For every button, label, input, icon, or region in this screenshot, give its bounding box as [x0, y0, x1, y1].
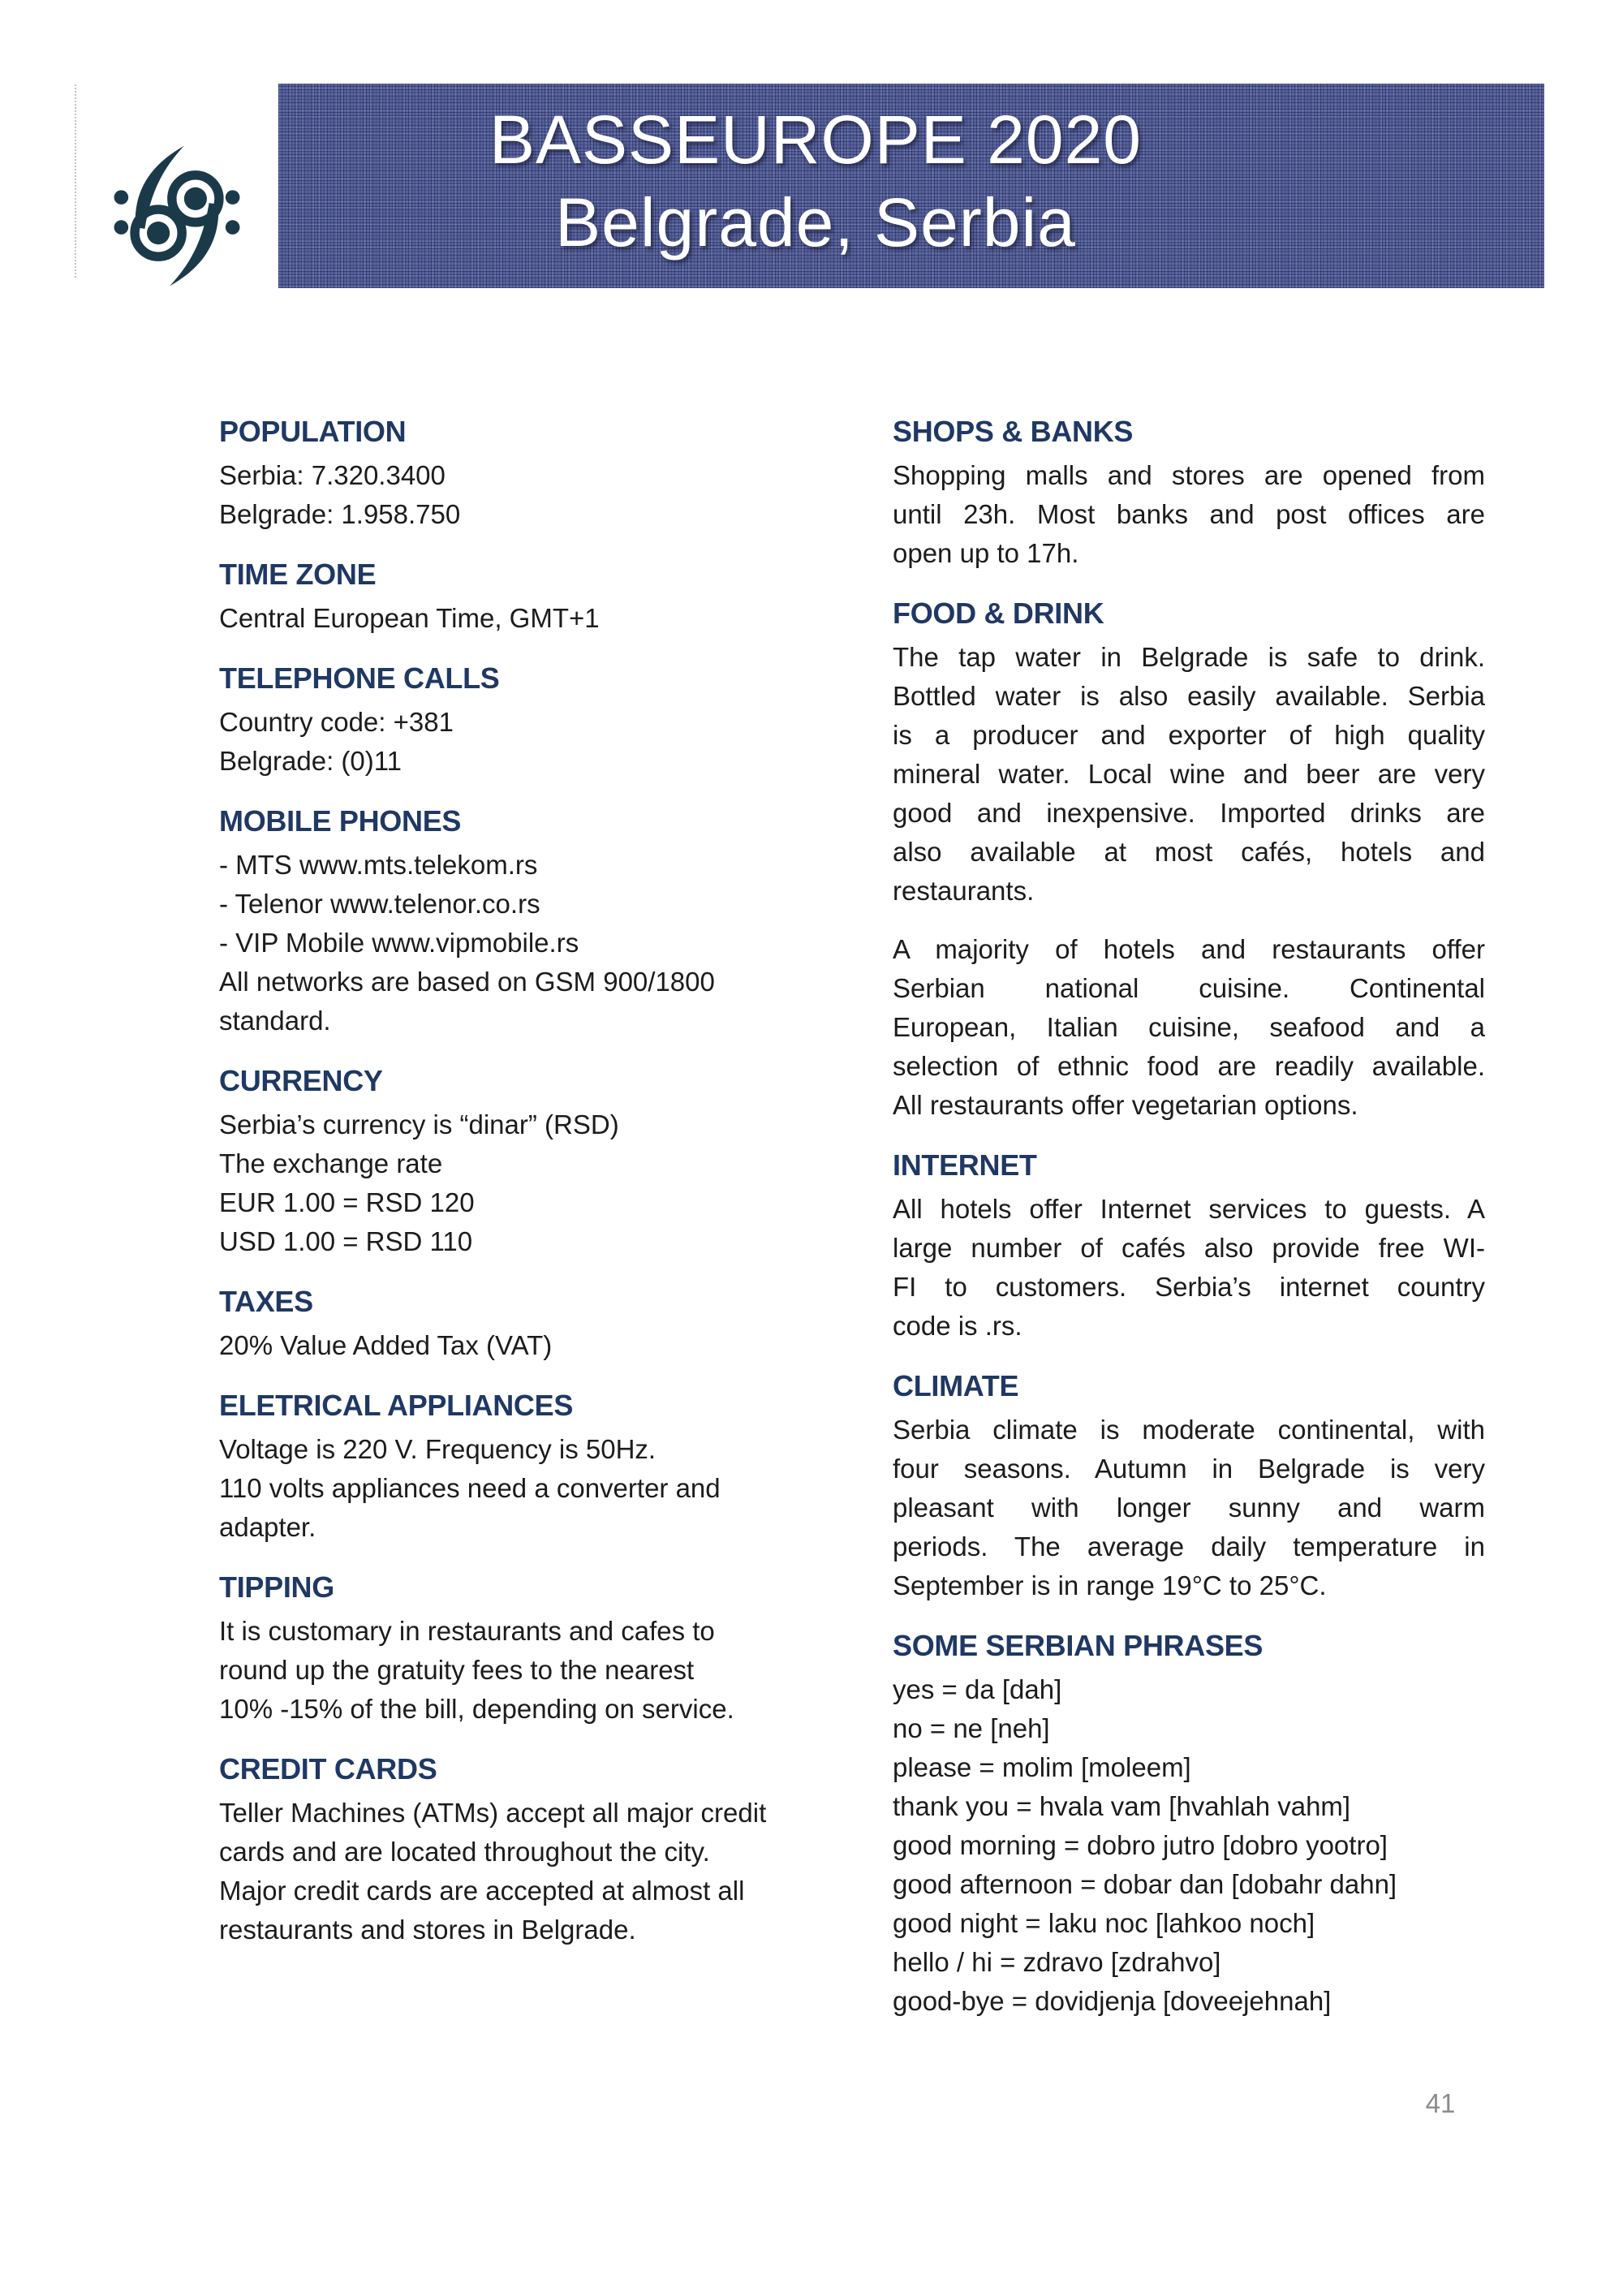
section-heading: CLIMATE	[893, 1369, 1019, 1402]
text-line: Central European Time, GMT+1	[219, 603, 600, 633]
section-heading: ELETRICAL APPLIANCES	[219, 1389, 574, 1422]
text-line: Bottled water is also easily available. Serbia	[893, 681, 1485, 711]
text-line: please = molim [moleem]	[893, 1752, 1191, 1782]
section-heading: TIPPING	[219, 1570, 334, 1604]
paragraph	[219, 1430, 844, 1547]
page-title: BASSEUROPE 2020	[489, 101, 1143, 178]
paragraph	[893, 1670, 1485, 2021]
section-some-serbian-phrases	[893, 1626, 1485, 2021]
left-column	[219, 412, 844, 1971]
text-line: Shopping malls and stores are opened from	[893, 460, 1485, 490]
section-currency	[219, 1062, 844, 1261]
text-line: Serbia: 7.320.3400	[219, 460, 446, 490]
text-line: code is .rs.	[893, 1311, 1022, 1341]
section-eletrical-appliances	[219, 1386, 844, 1547]
paragraph	[219, 1794, 844, 1949]
text-line: 20% Value Added Tax (VAT)	[219, 1330, 553, 1360]
text-line: hello / hi = zdravo [zdrahvo]	[893, 1947, 1221, 1977]
text-line: is a producer and exporter of high quality	[893, 720, 1485, 750]
text-line: good and inexpensive. Imported drinks are	[893, 798, 1485, 828]
section-credit-cards	[219, 1750, 844, 1949]
text-line: - MTS www.mts.telekom.rs	[219, 850, 538, 880]
text-line: A majority of hotels and restaurants offer	[893, 934, 1485, 964]
header-banner	[278, 84, 1544, 288]
text-line: Teller Machines (ATMs) accept all major credit	[219, 1798, 767, 1828]
section-food-drink	[893, 594, 1485, 1125]
section-heading: CURRENCY	[219, 1064, 383, 1097]
text-line: FI to customers. Serbia’s internet country	[893, 1272, 1485, 1302]
section-heading: INTERNET	[893, 1148, 1037, 1182]
text-line: - VIP Mobile www.vipmobile.rs	[219, 928, 579, 958]
text-line: All networks are based on GSM 900/1800	[219, 967, 715, 997]
section-taxes	[219, 1282, 844, 1365]
text-line: European, Italian cuisine, seafood and a	[893, 1012, 1485, 1042]
section-heading: MOBILE PHONES	[219, 804, 462, 838]
section-heading: TIME ZONE	[219, 558, 377, 591]
text-line: thank you = hvala vam [hvahlah vahm]	[893, 1791, 1351, 1821]
section-heading: SOME SERBIAN PHRASES	[893, 1629, 1264, 1662]
paragraph	[893, 456, 1485, 573]
text-line: EUR 1.00 = RSD 120	[219, 1187, 475, 1217]
section-internet	[893, 1146, 1485, 1346]
text-line: Country code: +381	[219, 707, 454, 737]
section-heading: TAXES	[219, 1285, 313, 1318]
right-column	[893, 412, 1485, 2042]
text-line: Belgrade: (0)11	[219, 746, 403, 776]
text-line: open up to 17h.	[893, 538, 1079, 568]
section-time-zone	[219, 555, 844, 638]
section-heading: SHOPS & BANKS	[893, 415, 1134, 448]
text-line: yes = da [dah]	[893, 1674, 1062, 1704]
text-line: Belgrade: 1.958.750	[219, 499, 461, 529]
paragraph	[893, 1190, 1485, 1346]
text-line: pleasant with longer sunny and warm	[893, 1493, 1485, 1523]
text-line: USD 1.00 = RSD 110	[219, 1226, 473, 1256]
text-line: 110 volts appliances need a converter and	[219, 1473, 721, 1503]
text-line: The exchange rate	[219, 1148, 443, 1178]
text-line: Serbia climate is moderate continental, with	[893, 1415, 1485, 1445]
section-heading: CREDIT CARDS	[219, 1752, 437, 1786]
section-climate	[893, 1367, 1485, 1605]
section-mobile-phones	[219, 802, 844, 1040]
section-tipping	[219, 1568, 844, 1729]
text-line: Serbia’s currency is “dinar” (RSD)	[219, 1109, 619, 1139]
section-population	[219, 412, 844, 534]
text-line: selection of ethnic food are readily available.	[893, 1051, 1485, 1081]
mirrored-bass-clef-icon	[105, 114, 248, 318]
paragraph	[219, 456, 844, 534]
text-line: September is in range 19°C to 25°C.	[893, 1570, 1327, 1600]
paragraph	[219, 1326, 844, 1365]
text-line: periods. The average daily temperature in	[893, 1531, 1485, 1562]
text-line: large number of cafés also provide free WI-	[893, 1233, 1485, 1263]
text-line: mineral water. Local wine and beer are very	[893, 759, 1485, 789]
basseurope-logo	[105, 114, 248, 318]
text-line: round up the gratuity fees to the nearest	[219, 1655, 695, 1685]
text-line: until 23h. Most banks and post offices are	[893, 499, 1485, 529]
paragraph	[219, 846, 844, 1040]
text-line: good afternoon = dobar dan [dobahr dahn]	[893, 1869, 1397, 1899]
page-number: 41	[1425, 2088, 1456, 2118]
text-line: good morning = dobro jutro [dobro yootro]	[893, 1830, 1388, 1860]
paragraph	[893, 1411, 1485, 1605]
page-subtitle: Belgrade, Serbia	[555, 184, 1076, 261]
section-heading: FOOD & DRINK	[893, 597, 1104, 630]
text-line: adapter.	[219, 1512, 316, 1542]
text-line: also available at most cafés, hotels and	[893, 837, 1485, 867]
paragraph	[219, 703, 844, 781]
text-line: cards and are located throughout the city.	[219, 1837, 710, 1867]
section-heading: TELEPHONE CALLS	[219, 661, 500, 695]
text-line: - Telenor www.telenor.co.rs	[219, 889, 540, 919]
section-heading: POPULATION	[219, 415, 407, 448]
text-line: good-bye = dovidjenja [doveejehnah]	[893, 1986, 1332, 2016]
text-line: restaurants.	[893, 876, 1035, 906]
paragraph	[893, 930, 1485, 1125]
text-line: Voltage is 220 V. Frequency is 50Hz.	[219, 1434, 657, 1464]
text-line: All restaurants offer vegetarian options.	[893, 1090, 1358, 1120]
text-line: good night = laku noc [lahkoo noch]	[893, 1908, 1315, 1938]
text-line: Major credit cards are accepted at almost all	[219, 1876, 745, 1906]
text-line: All hotels offer Internet services to guests. A	[893, 1194, 1485, 1224]
text-line: It is customary in restaurants and cafes to	[219, 1616, 715, 1646]
paragraph	[893, 638, 1485, 911]
section-telephone-calls	[219, 659, 844, 781]
text-line: Serbian national cuisine. Continental	[893, 973, 1485, 1003]
paragraph	[219, 1612, 844, 1729]
text-line: four seasons. Autumn in Belgrade is very	[893, 1454, 1485, 1484]
text-line: no = ne [neh]	[893, 1713, 1050, 1743]
text-line: restaurants and stores in Belgrade.	[219, 1915, 636, 1945]
text-line: The tap water in Belgrade is safe to drink.	[893, 642, 1485, 672]
paragraph	[219, 599, 844, 638]
left-margin-rule	[75, 84, 76, 278]
text-line: 10% -15% of the bill, depending on service.	[219, 1694, 734, 1724]
paragraph	[219, 1105, 844, 1261]
text-line: standard.	[219, 1006, 331, 1036]
section-shops-banks	[893, 412, 1485, 573]
